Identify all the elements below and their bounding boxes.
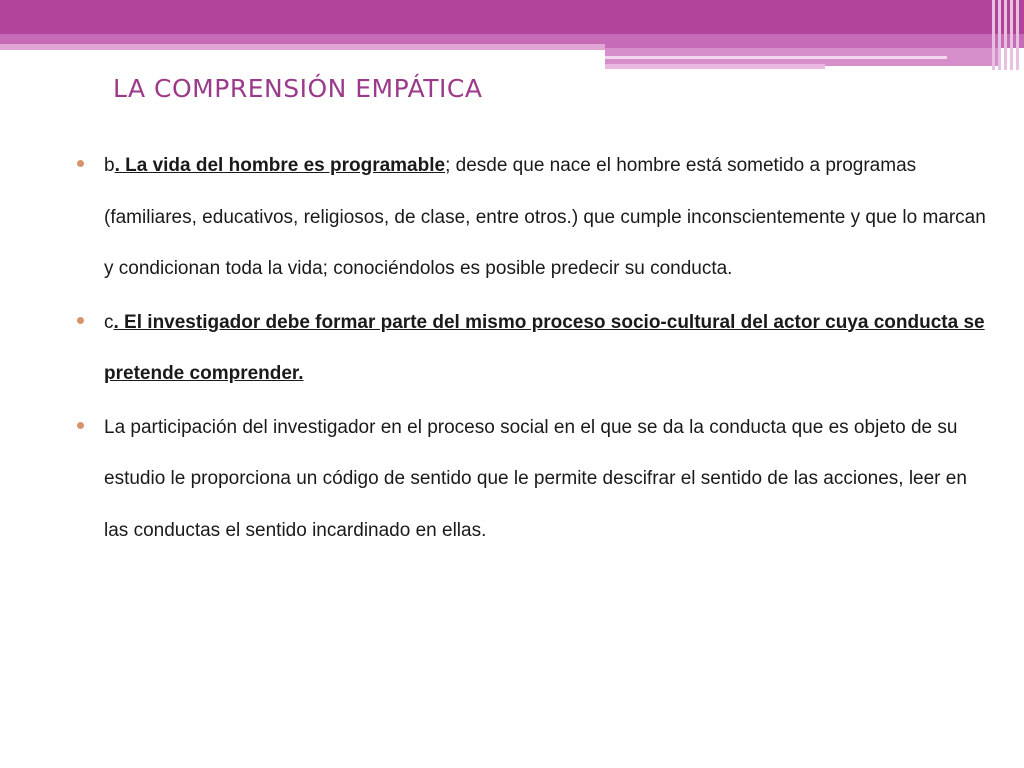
bullet-text: La participación del investigador en el proceso social en el que se da la conducta que es objeto de su estudio le proporciona un código de sentido que le permite descifrar el sentido de las acciones, leer en las conductas el sentido incardinado en ellas. — [104, 416, 967, 541]
bullet-item-b — [74, 140, 994, 295]
slide-title: LA COMPRENSIÓN EMPÁTICA — [113, 74, 483, 103]
bullet-lead: b — [104, 155, 115, 176]
bullet-emphasis: . La vida del hombre es programable — [114, 155, 446, 176]
bullet-text: ; desde que nace el hombre está sometido a programas (familiares, educativos, religiosos, de clase, entre otros.) que cumple inconscientemente y que lo marcan y condicionan toda la vida; conociéndolos es posible predecir su conducta. — [104, 155, 986, 279]
bullet-item-c — [74, 297, 994, 400]
bullet-emphasis: . El investigador debe formar parte del mismo proceso socio-cultural del actor cuya conducta se pretende comprender. — [104, 311, 985, 384]
bullet-item-participation — [74, 402, 994, 557]
bullet-lead: c — [104, 311, 114, 333]
header-thin-line — [605, 56, 947, 59]
header-vertical-stripes — [992, 0, 1020, 70]
bullet-dot-icon — [77, 422, 84, 429]
header-thin-line-short — [605, 64, 825, 69]
bullet-dot-icon — [77, 160, 84, 167]
header-band-dark — [0, 0, 1024, 34]
bullet-list — [74, 140, 994, 558]
bullet-dot-icon — [77, 317, 84, 324]
header-band-light-left — [0, 44, 605, 50]
